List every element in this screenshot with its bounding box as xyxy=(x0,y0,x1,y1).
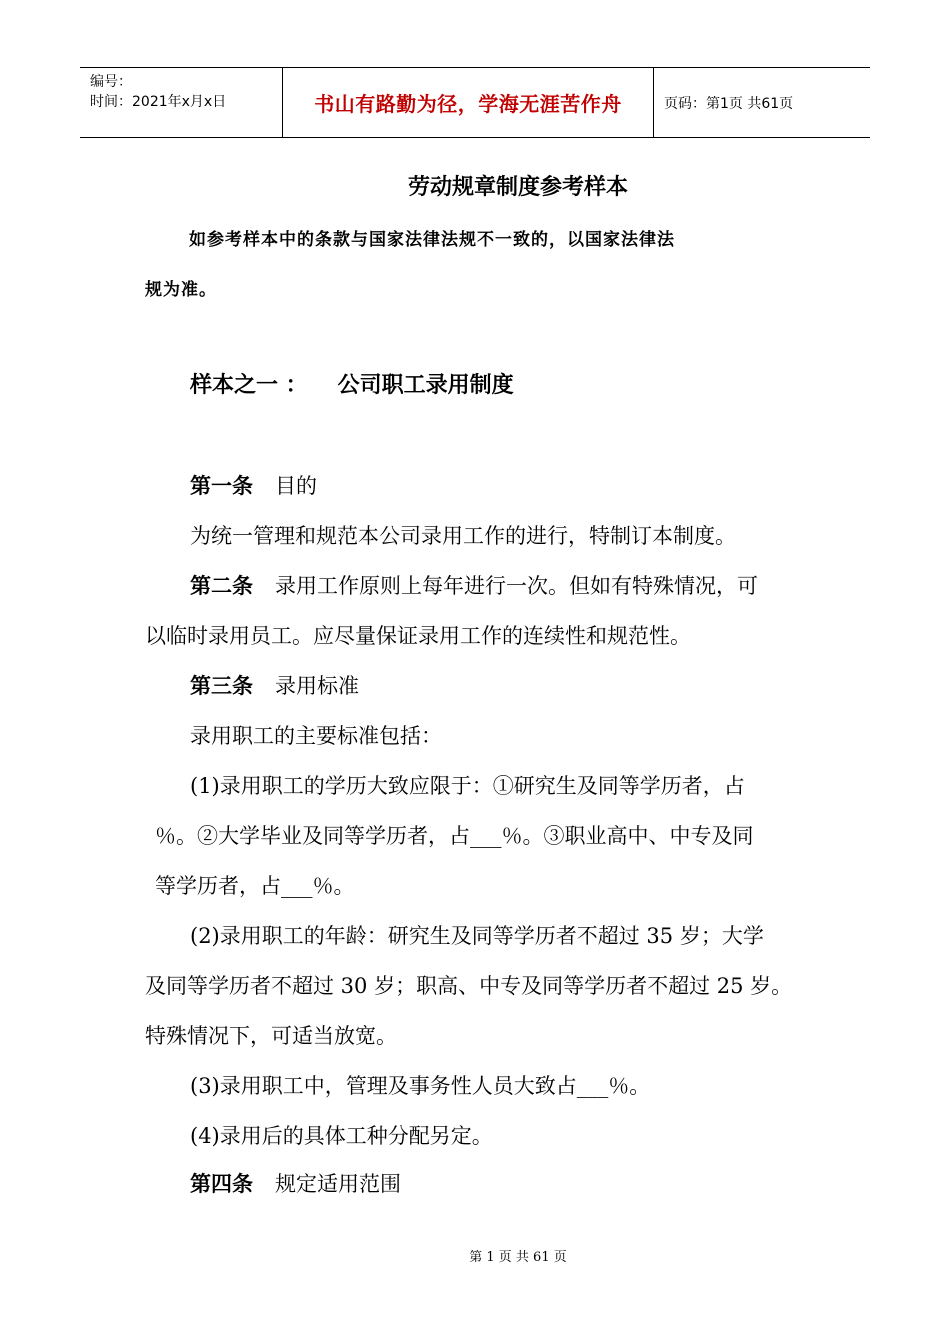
article-1-title: 目的 xyxy=(275,474,317,498)
article-1-heading xyxy=(190,470,317,500)
header-motto: 书山有路勤为径，学海无涯苦作舟 xyxy=(282,68,654,137)
header-page-info: 页码：第1页 共61页 xyxy=(664,95,794,112)
article-3-item-3: (3)录用职工中，管理及事务性人员大致占___％。 xyxy=(190,1074,651,1098)
sample-label: 样本之一 ： xyxy=(190,373,308,398)
header-table xyxy=(80,67,870,138)
header-meta xyxy=(80,68,282,137)
article-3-heading xyxy=(190,670,359,700)
article-3-item-1-line-2: ％。②大学毕业及同等学历者，占___％。③职业高中、中专及同 xyxy=(155,824,754,848)
page-title: 劳动规章制度参考样本 xyxy=(407,175,628,200)
article-3-item-2-line-1: (2)录用职工的年龄：研究生及同等学历者不超过 35 岁；大学 xyxy=(190,924,764,948)
notice-line-1 xyxy=(145,225,815,250)
article-4-title: 规定适用范围 xyxy=(275,1172,401,1196)
article-3-label: 第三条 xyxy=(190,674,253,698)
article-3-item-2-line-3: 特殊情况下，可适当放宽。 xyxy=(145,1024,397,1048)
article-3-item-4: (4)录用后的具体工种分配另定。 xyxy=(190,1124,493,1148)
sample-heading xyxy=(190,368,514,399)
article-3-intro: 录用职工的主要标准包括： xyxy=(190,724,442,748)
article-3-item-2-line-2: 及同等学历者不超过 30 岁；职高、中专及同等学历者不超过 25 岁。 xyxy=(145,974,793,998)
article-3-item-1-line-1: (1)录用职工的学历大致应限于：①研究生及同等学历者，占 xyxy=(190,774,745,798)
notice-text-1: 如参考样本中的条款与国家法律法规不一致的，以国家法律法 xyxy=(189,230,675,250)
time-label: 时间：2021年x月x日 xyxy=(90,94,227,110)
article-2-label: 第二条 xyxy=(190,574,253,598)
article-2-body-2: 以临时录用员工。应尽量保证录用工作的连续性和规范性。 xyxy=(145,624,691,648)
notice-line-2: 规为准。 xyxy=(145,280,217,300)
page-footer: 第 1 页 共 61 页 xyxy=(469,1250,567,1265)
article-4-label: 第四条 xyxy=(190,1172,253,1196)
article-3-item-1-line-3: 等学历者，占___％。 xyxy=(155,874,355,898)
article-2-line-1 xyxy=(190,570,758,600)
article-1-label: 第一条 xyxy=(190,474,253,498)
article-1-body: 为统一管理和规范本公司录用工作的进行，特制订本制度。 xyxy=(190,524,736,548)
article-2-body-1: 录用工作原则上每年进行一次。但如有特殊情况，可 xyxy=(275,574,758,598)
article-3-title: 录用标准 xyxy=(275,674,359,698)
number-label: 编号： xyxy=(90,74,132,90)
sample-name: 公司职工录用制度 xyxy=(337,373,514,398)
article-4-heading xyxy=(190,1168,401,1198)
